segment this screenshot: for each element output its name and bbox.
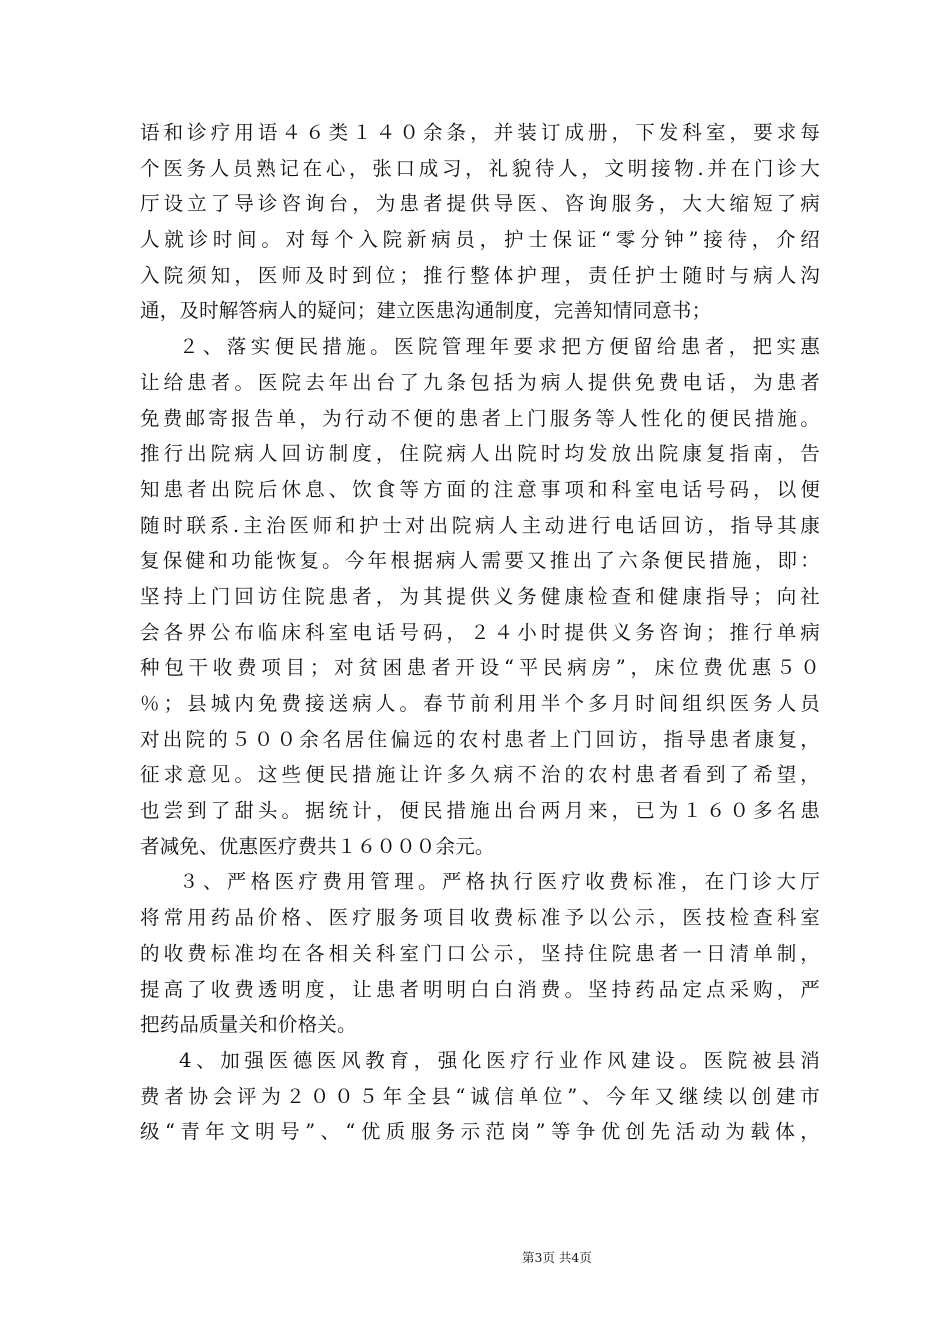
text-line: 对出院的５００余名居住偏远的农村患者上门回访，指导患者康复， xyxy=(140,727,820,751)
text-line: 会各界公布临床科室电话号码，２４小时提供义务咨询；推行单病 xyxy=(140,620,820,644)
text-line: 把药品质量关和价格关。 xyxy=(140,1013,357,1037)
text-line: 级“青年文明号”、“优质服务示范岗”等争优创先活动为载体， xyxy=(140,1120,820,1144)
document-body xyxy=(140,115,820,1150)
text-line: 个医务人员熟记在心，张口成习，礼貌待人，文明接物.并在门诊大 xyxy=(140,156,820,180)
text-line: 通，及时解答病人的疑问；建立医患沟通制度，完善知情同意书； xyxy=(140,299,712,323)
text-line: 提高了收费透明度，让患者明明白白消费。坚持药品定点采购，严 xyxy=(140,977,820,1001)
text-line: 征求意见。这些便民措施让许多久病不治的农村患者看到了希望， xyxy=(140,763,820,787)
text-line: 推行出院病人回访制度，住院病人出院时均发放出院康复指南，告 xyxy=(140,442,820,466)
text-line: 让给患者。医院去年出台了九条包括为病人提供免费电话，为患者 xyxy=(140,370,820,394)
text-line: 随时联系.主治医师和护士对出院病人主动进行电话回访，指导其康 xyxy=(140,513,820,537)
text-line: 入院须知，医师及时到位；推行整体护理，责任护士随时与病人沟 xyxy=(140,263,820,287)
text-line: ％；县城内免费接送病人。春节前利用半个多月时间组织医务人员 xyxy=(140,692,820,715)
text-line: 也尝到了甜头。据统计，便民措施出台两月来，已为１６０多名患 xyxy=(140,799,820,823)
text-line: 费者协会评为２００５年全县“诚信单位”、今年又继续以创建市 xyxy=(140,1084,820,1108)
page-number: 第3页 共4页 xyxy=(522,1250,592,1265)
text-line: ２、落实便民措施。医院管理年要求把方便留给患者，把实惠 xyxy=(179,335,820,359)
text-block xyxy=(140,115,820,1150)
text-line: 的收费标准均在各相关科室门口公示，坚持住院患者一日清单制， xyxy=(140,941,820,965)
text-line: 语和诊疗用语４６类１４０余条，并装订成册，下发科室，要求每 xyxy=(140,121,820,144)
text-line: 种包干收费项目；对贫困患者开设“平民病房”，床位费优惠５０ xyxy=(140,656,820,680)
text-line: 知患者出院后休息、饮食等方面的注意事项和科室电话号码，以便 xyxy=(140,477,820,501)
text-line: 坚持上门回访住院患者，为其提供义务健康检查和健康指导；向社 xyxy=(140,584,820,608)
text-line: ３、严格医疗费用管理。严格执行医疗收费标准，在门诊大厅 xyxy=(179,870,820,894)
text-line: 者减免、优惠医疗费共１６０００余元。 xyxy=(140,834,495,858)
text-line: 复保健和功能恢复。今年根据病人需要又推出了六条便民措施，即： xyxy=(140,549,820,573)
text-line: 厅设立了导诊咨询台，为患者提供导医、咨询服务，大大缩短了病 xyxy=(140,192,820,216)
text-line: 免费邮寄报告单，为行动不便的患者上门服务等人性化的便民措施。 xyxy=(140,406,820,430)
text-line: 将常用药品价格、医疗服务项目收费标准予以公示，医技检查科室 xyxy=(140,906,820,930)
text-line: 4、加强医德医风教育，强化医疗行业作风建设。医院被县消 xyxy=(179,1048,820,1072)
text-line: 人就诊时间。对每个入院新病员，护士保证“零分钟”接待，介绍 xyxy=(140,228,820,252)
